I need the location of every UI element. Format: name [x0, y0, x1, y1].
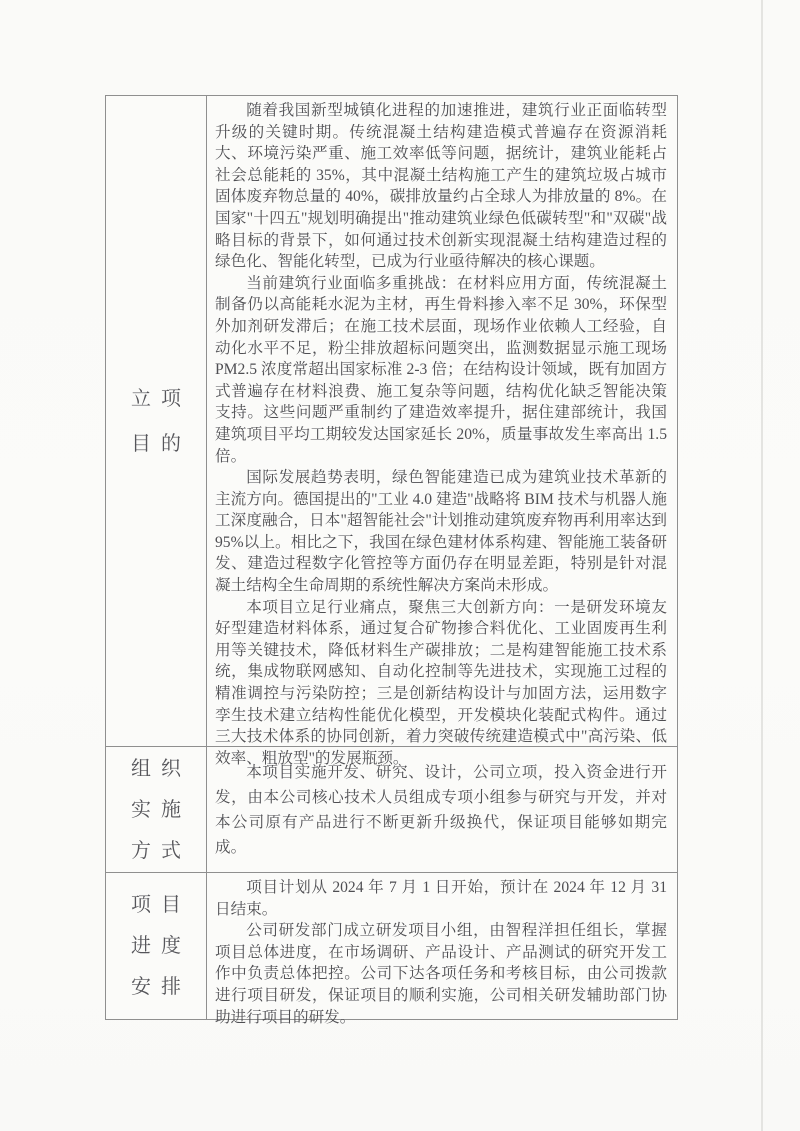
table-row-project-schedule: [106, 872, 677, 1026]
row-label-organization-method: [106, 747, 207, 872]
project-approval-form-table: [105, 95, 678, 1026]
row-label-project-purpose: [106, 96, 207, 746]
row-label-line: 目的: [131, 432, 191, 455]
paragraph: 随着我国新型城镇化进程的加速推进，建筑行业正面临转型升级的关键时期。传统混凝土结构建造模式普遍存在资源消耗大、环境污染严重、施工效率低等问题，据统计，建筑业能耗占社会总能耗的 35%，其中混凝土结构施工产生的建筑垃圾占城市固体废弃物总量的 40%，碳排放量约占全球人为排放量的 8%。在国家"十四五"规划明确提出"推动建筑业绿色低碳转型"和"双碳"战略目标的背景下，如何通过技术创新实现混凝土结构建造过程的绿色化、智能化转型，已成为行业亟待解决的核心课题。: [215, 102, 667, 271]
table-row-project-purpose: [106, 96, 677, 767]
row-label-line: 安排: [131, 976, 191, 998]
paragraph: 本项目实施开发、研究、设计，公司立项，投入资金进行开发，由本公司核心技术人员组成专项小组参与研究与开发，并对本公司原有产品进行不断更新升级换代，保证项目能够如期完成。: [215, 763, 667, 856]
row-label-line: 实施: [131, 798, 191, 821]
row-label-line: 立项: [131, 387, 191, 410]
row-label-line: 组织: [131, 757, 191, 780]
row-label-line: 项目: [131, 894, 191, 916]
row-content-project-purpose: [207, 96, 677, 767]
paragraph: 项目计划从 2024 年 7 月 1 日开始，预计在 2024 年 12 月 31 日结束。: [215, 879, 667, 918]
row-content-project-schedule: [207, 873, 677, 1026]
row-content-organization-method: [207, 747, 677, 872]
paragraph: 公司研发部门成立研发项目小组，由智程洋担任组长，掌握项目总体进度，在市场调研、产品设计、产品测试的研究开发工作中负责总体把控。公司下达各项任务和考核目标，由公司拨款进行项目研发，保证项目的顺利实施，公司相关研发辅助部门协助进行项目的研发。: [215, 922, 667, 1026]
row-label-project-schedule: [106, 873, 207, 1019]
scan-page-edge-line: [761, 0, 763, 1131]
row-label-line: 方式: [131, 839, 191, 862]
paragraph: 国际发展趋势表明，绿色智能建造已成为建筑业技术革新的主流方向。德国提出的"工业 4.0 建造"战略将 BIM 技术与机器人施工深度融合，日本"超智能社会"计划推动建筑废弃物再利用率达到 95%以上。相比之下，我国在绿色建材体系构建、智能施工装备研发、建造过程数字化管控等方面仍存在明显差距，特别是针对混凝土结构全生命周期的系统性解决方案尚未形成。: [215, 469, 667, 595]
table-row-organization-method: [106, 746, 677, 872]
paragraph: 当前建筑行业面临多重挑战：在材料应用方面，传统混凝土制备仍以高能耗水泥为主材，再生骨料掺入率不足 30%，环保型外加剂研发滞后；在施工技术层面，现场作业依赖人工经验，自动化水平不足，粉尘排放超标问题突出，监测数据显示施工现场 PM2.5 浓度常超出国家标准 2-3 倍；在结构设计领域，既有加固方式普遍存在材料浪费、施工复杂等问题，结构优化缺乏智能决策支持。这些问题严重制约了建造效率提升，据住建部统计，我国建筑项目平均工期较发达国家延长 20%，质量事故发生率高出 1.5 倍。: [215, 274, 667, 465]
row-label-line: 进度: [131, 935, 191, 957]
paragraph: 本项目立足行业痛点，聚焦三大创新方向：一是研发环境友好型建造材料体系，通过复合矿物掺合料优化、工业固废再生利用等关键技术，降低材料生产碳排放；二是构建智能施工技术系统，集成物联网感知、自动化控制等先进技术，实现施工过程的精准调控与污染防控；三是创新结构设计与加固方法，运用数字孪生技术建立结构性能优化模型，开发模块化装配式构件。通过三大技术体系的协同创新，着力突破传统建造模式中"高污染、低效率、粗放型"的发展瓶颈。: [215, 598, 667, 767]
